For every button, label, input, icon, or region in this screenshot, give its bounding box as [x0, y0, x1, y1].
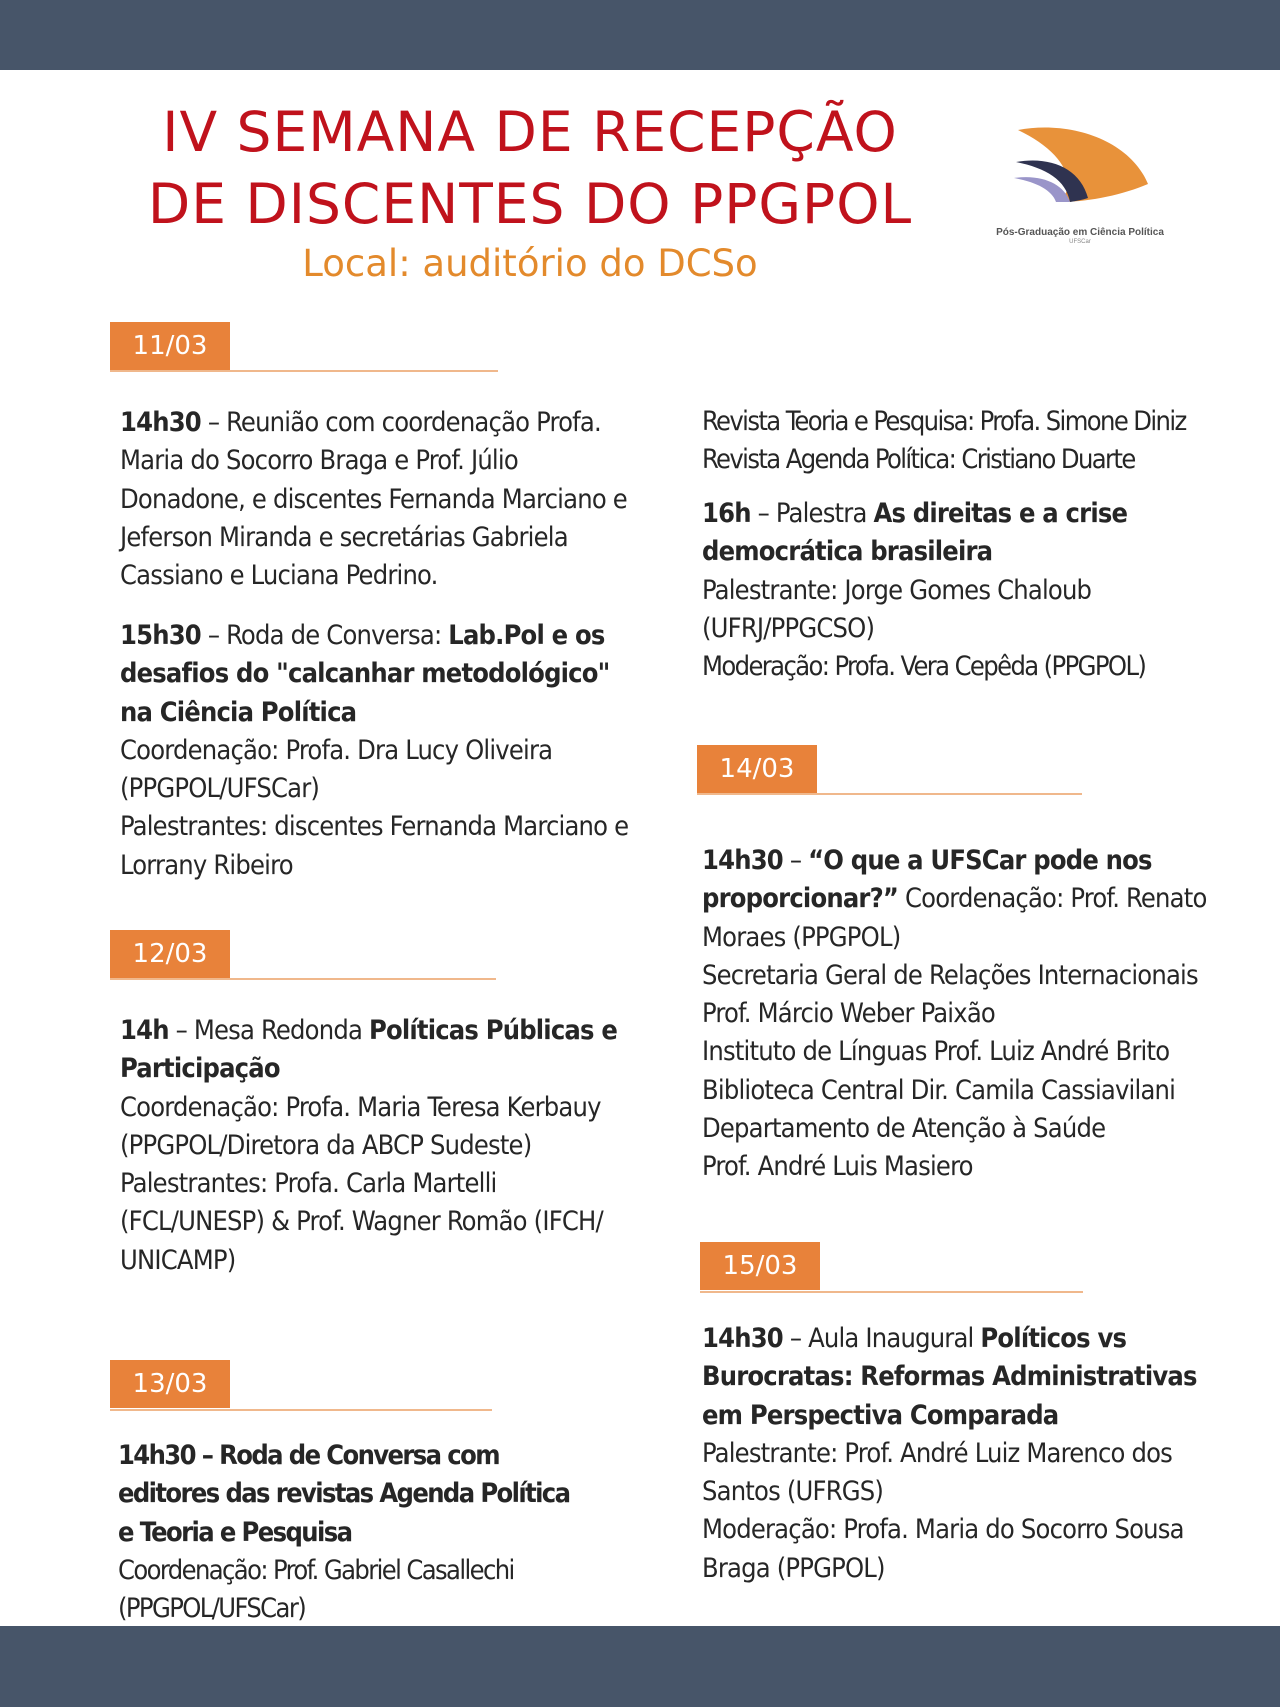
venue-subtitle: Local: auditório do DCSo	[302, 242, 758, 285]
event-time: 15h30	[120, 620, 201, 651]
event-speaker: Palestrante: Prof. André Luiz Marenco dos Santos (UFRGS)	[702, 1437, 1173, 1508]
event-speaker: Palestrante: Jorge Gomes Chaloub (UFRJ/PPGCSO)	[702, 574, 1092, 644]
event-15-03-1430	[702, 1320, 1222, 1588]
event-participant: Biblioteca Central Dir. Camila Cassiavilani	[702, 1074, 1176, 1106]
event-topic: Políticas Públicas e Participação	[120, 1015, 618, 1085]
event-intro: – Mesa Redonda	[168, 1015, 369, 1046]
event-participant: Prof. André Luis Masiero	[702, 1151, 973, 1183]
event-text: – Reunião com coordenação Profa. Maria do Socorro Braga e Prof. Júlio Donadone, e discentes Fernanda Marciano e Jeferson Miranda e secretárias Gabriela Cassiano e Luciana Pedrino.	[120, 407, 627, 592]
event-moderation: Moderação: Profa. Maria do Socorro Sousa Braga (PPGPOL)	[702, 1514, 1184, 1584]
title-line-2: DE DISCENTES DO PPGPOL	[147, 172, 913, 236]
ppgpol-logo-icon	[990, 120, 1170, 225]
event-13-03-16h	[702, 495, 1222, 686]
event-time: 14h30	[120, 407, 201, 438]
event-11-03-1430	[120, 404, 640, 595]
event-coordination: Coordenação: Prof. Renato Moraes (PPGPOL)	[702, 883, 1207, 953]
date-divider	[697, 793, 1082, 795]
page-title	[100, 96, 960, 240]
title-line-1: IV SEMANA DE RECEPÇÃO	[162, 100, 898, 164]
event-intro: – Roda de Conversa:	[200, 620, 449, 651]
event-coordination: Coordenação: Profa. Maria Teresa Kerbauy (PPGPOL/Diretora da ABCP Sudeste)	[120, 1091, 601, 1161]
date-tab-15-03: 15/03	[700, 1242, 820, 1290]
event-topic: “O que a UFSCar pode nos proporcionar?”	[702, 845, 1152, 915]
event-intro: – Aula Inaugural	[782, 1323, 981, 1354]
date-tab-12-03: 12/03	[110, 930, 230, 978]
event-11-03-1530	[120, 617, 640, 885]
date-tab-11-03: 11/03	[110, 322, 230, 370]
event-topic: Políticos vs Burocratas: Reformas Administrativas em Perspectiva Comparada	[702, 1323, 1197, 1431]
date-tab-13-03: 13/03	[110, 1360, 230, 1408]
date-divider	[700, 1291, 1083, 1293]
event-coordination: Coordenação: Profa. Dra Lucy Oliveira (PPGPOL/UFSCar)	[120, 734, 553, 805]
event-time: 16h	[702, 498, 751, 529]
date-divider	[110, 978, 496, 980]
event-14-03-1430	[702, 842, 1242, 1187]
event-12-03-14h	[120, 1012, 640, 1280]
logo-caption: Pós-Graduação em Ciência Política	[996, 227, 1164, 238]
event-topic: Lab.Pol e os desafios do "calcanhar metodológico" na Ciência Política	[120, 620, 610, 728]
event-intro: – Palestra	[750, 498, 874, 529]
date-divider	[110, 1409, 492, 1411]
event-coordination: Coordenação: Prof. Gabriel Casallechi (PPGPOL/UFSCar)	[118, 1554, 514, 1625]
event-time: 14h30	[702, 1323, 783, 1354]
event-participant: Departamento de Atenção à Saúde	[702, 1113, 1106, 1145]
ppgpol-logo	[990, 120, 1170, 250]
event-editor-line: Revista Teoria e Pesquisa: Profa. Simone Diniz	[702, 406, 1186, 437]
event-time: 14h30	[702, 845, 783, 876]
event-time: 14h30	[118, 1440, 195, 1471]
event-time: 14h	[120, 1015, 169, 1046]
event-moderation: Moderação: Profa. Vera Cepêda (PPGPOL)	[702, 651, 1146, 683]
bottom-band	[0, 1626, 1280, 1707]
date-tab-14-03: 14/03	[697, 745, 817, 793]
event-speakers: Palestrantes: discentes Fernanda Marciano e Lorrany Ribeiro	[120, 811, 629, 881]
event-editor-line: Revista Agenda Política: Cristiano Duarte	[702, 444, 1135, 476]
event-speakers: Palestrantes: Profa. Carla Martelli (FCL/UNESP) & Prof. Wagner Romão (IFCH/ UNICAMP)	[120, 1168, 603, 1276]
event-13-03-1430-heading	[118, 1437, 588, 1628]
event-heading: – Roda de Conversa com editores das revistas Agenda Política e Teoria e Pesquisa	[118, 1440, 570, 1548]
date-divider	[110, 370, 498, 372]
event-participant: Secretaria Geral de Relações Internacionais Prof. Márcio Weber Paixão	[702, 959, 1198, 1030]
logo-subcaption: UFSCar	[1069, 239, 1091, 245]
event-topic: As direitas e a crise democrática brasileira	[702, 498, 1128, 568]
event-13-03-1430-editors	[702, 403, 1222, 480]
top-band	[0, 0, 1280, 70]
event-dash: –	[782, 845, 809, 876]
event-participant: Instituto de Línguas Prof. Luiz André Brito	[702, 1036, 1170, 1068]
